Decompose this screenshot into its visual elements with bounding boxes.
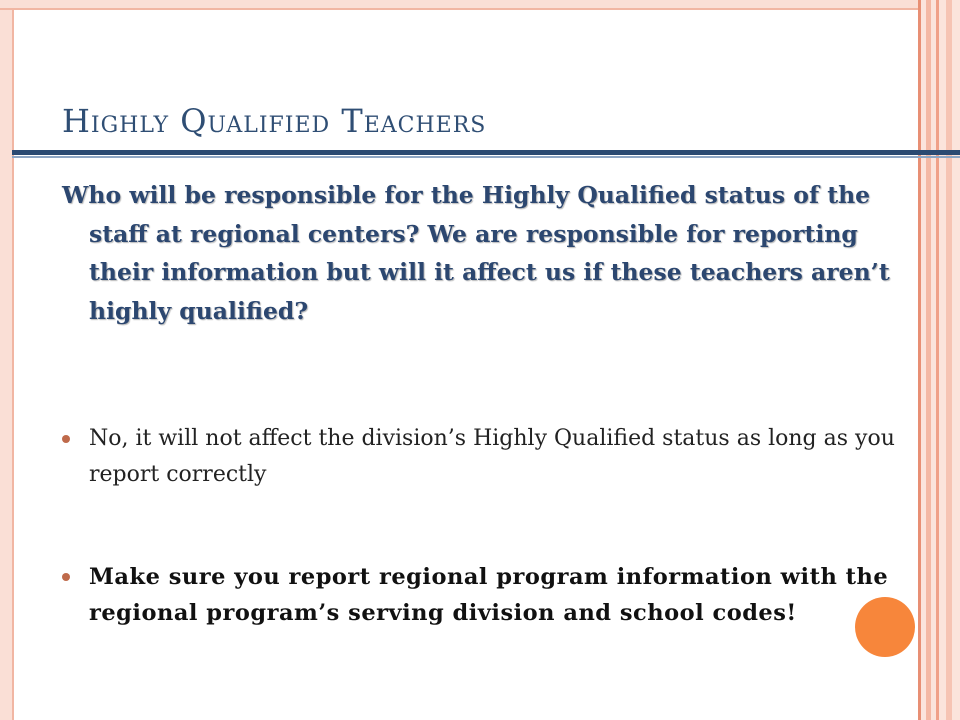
left-border-frame: [0, 0, 14, 720]
title-underline-thin: [12, 156, 960, 158]
right-border-frame: [918, 0, 960, 720]
right-stripe: [946, 0, 952, 720]
top-border-frame: [0, 0, 922, 10]
bullet-dot-icon: [62, 435, 70, 443]
slide-title: Highly Qualified Teachers: [62, 102, 487, 140]
right-stripe: [936, 0, 939, 720]
right-stripe: [918, 0, 921, 720]
bullet-text: No, it will not affect the division’s Highly Qualified status as long as you report correctly: [89, 426, 895, 487]
question-text: Who will be responsible for the Highly Qualified status of the staff at regional centers? We are responsible for reporting their information but will it affect us if these teachers aren’t highly qualified?: [62, 181, 890, 325]
right-stripe: [926, 0, 931, 720]
bullet-dot-icon: [62, 573, 70, 581]
bullet-text: Make sure you report regional program information with the regional program’s serving division and school codes!: [89, 564, 889, 626]
decorative-circle: [855, 597, 915, 657]
title-underline: [12, 150, 960, 155]
